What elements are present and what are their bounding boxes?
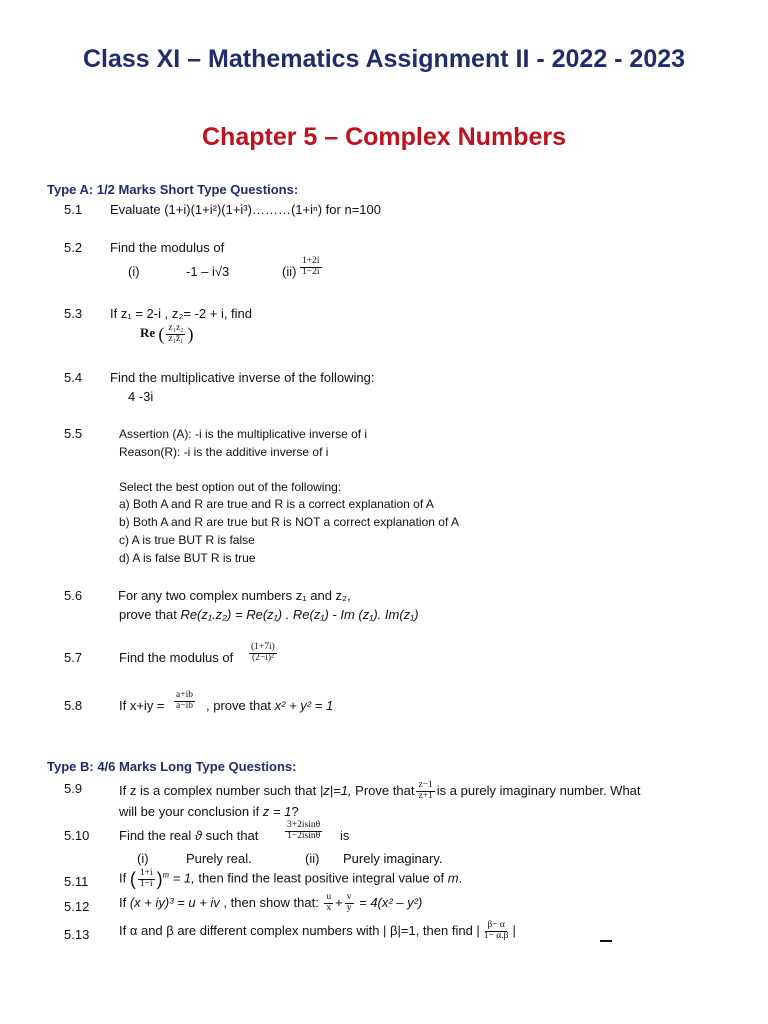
fraction-numerator: 1+2i bbox=[302, 256, 320, 266]
option-b: b) Both A and R are true but R is NOT a correct explanation of A bbox=[119, 515, 459, 529]
fraction-numerator: v bbox=[346, 892, 352, 902]
question-text-part: If bbox=[119, 870, 130, 886]
question-value: 4 -3i bbox=[128, 389, 154, 404]
condition-expression: = 1, bbox=[169, 870, 195, 886]
fraction-denominator: 1− α.β bbox=[483, 930, 509, 941]
prove-that-text: prove that bbox=[119, 607, 181, 622]
question-number: 5.2 bbox=[64, 240, 83, 255]
fraction bbox=[283, 821, 324, 842]
question-text-part: Prove that bbox=[351, 782, 415, 798]
theta-symbol: ϑ bbox=[194, 828, 203, 843]
identity-expression: Re(z₁.z₂) = Re(z₁) . Re(z₁) - Im (z₁). Im(z₁) bbox=[180, 607, 419, 622]
question-text-part: , then show that: bbox=[219, 894, 323, 910]
part-label: (i) bbox=[137, 851, 149, 866]
part-label: (ii) bbox=[305, 851, 320, 866]
exponent: m bbox=[162, 869, 170, 880]
part-text: Purely real. bbox=[186, 851, 252, 866]
question-text: Find the modulus of bbox=[110, 240, 225, 255]
re-operator: Re bbox=[140, 325, 156, 341]
part-value: -1 – i√3 bbox=[186, 264, 230, 279]
fraction-denominator: 1−2i bbox=[302, 266, 320, 277]
question-text-tail bbox=[206, 698, 333, 714]
fraction-denominator: 1−i bbox=[139, 878, 153, 889]
chapter-title: Chapter 5 – Complex Numbers bbox=[202, 123, 566, 151]
fraction-numerator: a+ib bbox=[176, 690, 193, 700]
section-heading-type-b: Type B: 4/6 Marks Long Type Questions: bbox=[47, 759, 297, 774]
fraction-denominator: a−ib bbox=[176, 700, 193, 711]
question-text-part: If α and β are different complex numbers with | β|=1, then find | bbox=[119, 922, 480, 938]
fraction-denominator: z+1 bbox=[418, 790, 433, 801]
question-text-line2 bbox=[119, 607, 419, 623]
real-part-expression: Re ( $\frac{\text{z₁z₂}}{\text{z₁z̄₁}}$ ) bbox=[140, 322, 194, 344]
fraction-numerator: 3+2isinθ bbox=[287, 820, 321, 830]
question-number: 5.11 bbox=[64, 874, 89, 889]
question-text bbox=[119, 781, 641, 802]
question-text bbox=[119, 828, 258, 844]
reason-text: Reason(R): -i is the additive inverse of i bbox=[119, 445, 329, 459]
fraction-denominator: 1−2isinθ bbox=[287, 830, 321, 841]
question-number: 5.9 bbox=[64, 781, 83, 796]
fraction bbox=[247, 643, 279, 664]
question-text-part: Find the real bbox=[119, 828, 195, 843]
options-prompt: Select the best option out of the following: bbox=[119, 480, 342, 494]
question-text-part: ? bbox=[291, 804, 299, 819]
fraction-denominator: (2−i)² bbox=[251, 652, 274, 663]
condition-expression: |z|=1, bbox=[319, 782, 352, 798]
question-number: 5.5 bbox=[64, 426, 83, 441]
fraction-denominator: z₁z̄₁ bbox=[168, 333, 184, 344]
question-number: 5.6 bbox=[64, 588, 83, 603]
fraction-numerator: β− α bbox=[487, 920, 505, 930]
fraction-denominator: x bbox=[326, 902, 332, 913]
fraction-numerator: (1+7i) bbox=[251, 642, 275, 652]
option-a: a) Both A and R are true and R is a correct explanation of A bbox=[119, 497, 434, 511]
question-number: 5.10 bbox=[64, 828, 90, 843]
question-number: 5.7 bbox=[64, 650, 83, 665]
identity-expression: = 4(x² – y²) bbox=[355, 894, 423, 910]
question-number: 5.4 bbox=[64, 370, 83, 385]
question-text-line2 bbox=[119, 804, 299, 820]
question-number: 5.3 bbox=[64, 306, 83, 321]
question-text: Find the multiplicative inverse of the following: bbox=[110, 370, 375, 385]
question-number: 5.8 bbox=[64, 698, 83, 713]
question-text-part: such that bbox=[202, 828, 259, 843]
given-expression: (x + iy)³ = u + iv bbox=[129, 894, 220, 910]
identity-expression: x² + y² = 1 bbox=[274, 698, 334, 713]
trailing-dash-mark bbox=[600, 940, 612, 942]
question-text-part: . bbox=[458, 870, 463, 886]
variable: m bbox=[447, 870, 459, 886]
question-text: Evaluate (1+i)(1+i²)(1+i³)………(1+iⁿ) for n=100 bbox=[110, 202, 381, 217]
question-text-part: is a purely imaginary number. What bbox=[436, 782, 641, 798]
question-text-part: will be your conclusion if bbox=[119, 804, 263, 819]
question-text-tail: is bbox=[340, 828, 350, 843]
section-heading-type-a: Type A: 1/2 Marks Short Type Questions: bbox=[47, 182, 299, 197]
condition-expression: z = 1 bbox=[262, 804, 292, 819]
fraction-numerator: 1+i bbox=[139, 867, 153, 878]
question-text bbox=[119, 921, 516, 942]
question-number: 5.1 bbox=[64, 202, 83, 217]
part-label: (i) bbox=[128, 264, 140, 279]
question-text-part: If bbox=[119, 894, 130, 910]
fraction-denominator: y bbox=[346, 902, 352, 913]
question-text: Find the modulus of bbox=[119, 650, 234, 665]
question-number: 5.13 bbox=[64, 927, 90, 942]
question-text: If ( $\frac{1+i}{1-i}$ )$^m$ = 1, then find the least positive integral value of m. bbox=[119, 867, 463, 889]
fraction-numerator: z₁z₂ bbox=[168, 322, 184, 333]
question-text: If z₁ = 2-i , z₂= -2 + i, find bbox=[110, 306, 253, 321]
question-text-part: | bbox=[512, 922, 516, 938]
fraction bbox=[298, 257, 324, 278]
question-text: For any two complex numbers z₁ and z₂, bbox=[118, 588, 351, 603]
option-c: c) A is true BUT R is false bbox=[119, 533, 255, 547]
option-d: d) A is false BUT R is true bbox=[119, 551, 256, 565]
fraction bbox=[172, 691, 197, 712]
question-number: 5.12 bbox=[64, 899, 90, 914]
part-label: (ii) bbox=[282, 264, 297, 279]
question-text-part: If z is a complex number such that bbox=[119, 782, 320, 798]
fraction-numerator: z−1 bbox=[418, 780, 433, 790]
plus-sign: + bbox=[335, 894, 343, 910]
fraction-numerator: u bbox=[326, 892, 332, 902]
question-text bbox=[119, 893, 422, 914]
question-text: If x+iy = bbox=[119, 698, 165, 713]
page-title: Class XI – Mathematics Assignment II - 2022 - 2023 bbox=[82, 45, 686, 73]
part-text: Purely imaginary. bbox=[343, 851, 443, 866]
prove-that-text: , prove that bbox=[206, 698, 275, 713]
question-text-part: then find the least positive integral value of bbox=[194, 870, 448, 886]
assertion-text: Assertion (A): -i is the multiplicative inverse of i bbox=[119, 427, 368, 441]
